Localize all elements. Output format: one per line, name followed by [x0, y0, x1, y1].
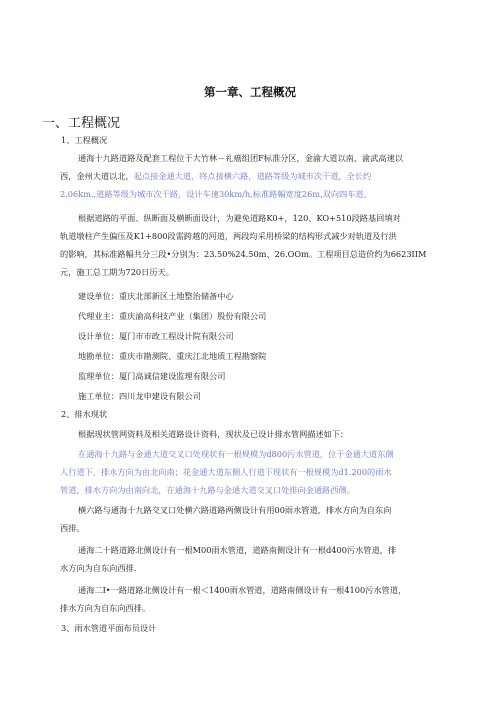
unit-supervisor: 监理单位：厦门高诚信建设监理有限公司 — [78, 371, 226, 381]
paragraph-line: 西排。 — [60, 523, 85, 533]
highlighted-text: 起点接金通大道，终点接横六路，道路等级为城市次干道，全长约 — [133, 171, 372, 181]
paragraph-line: 排水方向为自东向西排。 — [60, 603, 151, 613]
paragraph-line: 通海二十路道路北侧设计有一根M00雨水管道，道路南侧设计有一根d400污水管道，排 — [78, 545, 397, 555]
paragraph-line: 通海二I•一路道路北侧设计有一根＜1400雨水管道，道路南侧设计有一根4100污水管道， — [78, 585, 407, 595]
highlighted-paragraph-line: 2.06km.,道路等级为城市次干路，设计车速30km/h,标准路幅宽度26m,双向四车道。 — [60, 189, 372, 199]
paragraph-line: 通海十九路道路及配套工程位于大竹林－礼癌组团F标准分区，金渝大道以南，渝武高速以 — [78, 153, 403, 163]
paragraph-line: 元，施工总工期为720日历天。 — [60, 267, 174, 277]
paragraph-line: 轨道墩柱产生偏压及K1+800段需跨越的河道，两段均采用桥梁的结构形式减少对轨道及行洪 — [60, 231, 397, 241]
subheading-stormwater-layout: 3、雨水管道平面布员设计 — [61, 623, 157, 633]
highlighted-paragraph-line: 在通海十九路与金通大道交叉口处现状有一根规模为d800污水管道，位于金通大道东侧 — [78, 449, 394, 459]
paragraph-line: 根据现状管网资料及相关道路设计资料，现状及已设计排水管网描述如下： — [78, 429, 349, 439]
paragraph-line: 的影响，其标准路幅共分三段•分别为：23.50%24.50m、26.OOm。工程项目总造价约为6623IIM — [60, 249, 427, 259]
chapter-title: 第一章、工程概况 — [204, 85, 296, 99]
subheading-project-overview: 1、工程概况 — [61, 135, 108, 145]
paragraph-line: 横六路与通海十九路交叉口处横六路道路两侧设计有用00雨水管道，排水方向为自东向 — [78, 505, 392, 515]
subheading-drainage-status: 2、排水现状 — [61, 409, 108, 419]
paragraph-line: 根据道路的平面、纵断面及横断面设计，为避免道路K0+，120、KO+510段路基回填对 — [78, 213, 401, 223]
section-title: 一、工程概况 — [42, 116, 121, 131]
unit-agent-owner: 代理业主：重庆渝高科技产业（集团）股份有限公司 — [78, 311, 267, 321]
highlighted-paragraph-line: 人行道下，排水方向为由北向南；花金通大道东侧人行道下现状有一根规模为d1.200的雨水 — [60, 467, 392, 477]
unit-designer: 设计单位：厦门市市政工程设计院有限公司 — [78, 331, 234, 341]
unit-constructor: 施工单位：四川龙申建设有限公司 — [78, 391, 201, 401]
unit-builder: 建设单位：重庆北部新区土地整治储备中心 — [78, 291, 234, 301]
unit-survey: 地勘单位：重庆市勘测院、重庆江北地质工程勘察院 — [78, 351, 267, 361]
paragraph-line: 水方向为自东向西排. — [60, 563, 137, 573]
paragraph-text: 西，金州大道以北， — [60, 171, 134, 181]
paragraph-line — [60, 172, 371, 180]
highlighted-paragraph-line: 管道，排水方向为由南向北，在通海十九路与金通大道交叉口处排向金通路西侧。 — [60, 485, 355, 495]
